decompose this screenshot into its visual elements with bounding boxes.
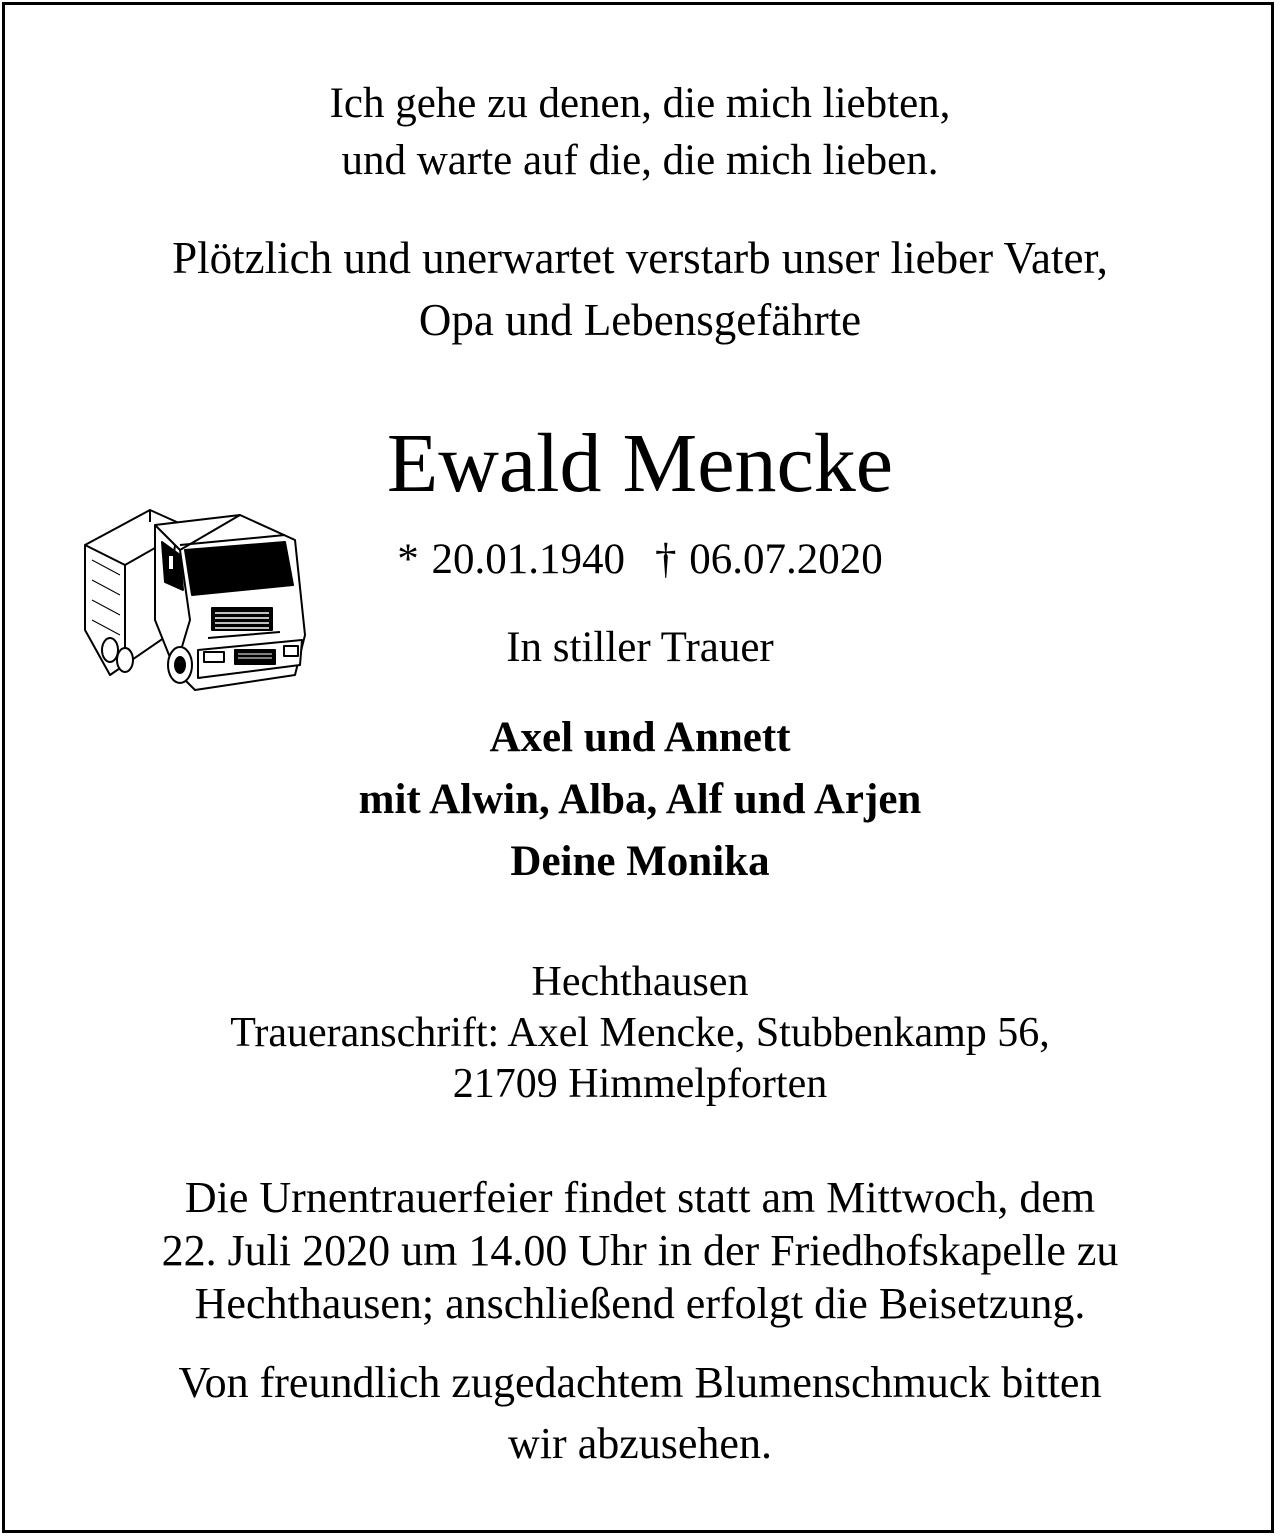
mourners-line-3: Deine Monika (510, 838, 770, 885)
death-date: † 06.07.2020 (655, 536, 883, 583)
ceremony-line-2: 22. Juli 2020 um 14.00 Uhr in der Friedhofskapelle zu (161, 1226, 1119, 1275)
address-line-1: Traueranschrift: Axel Mencke, Stubbenkamp 56, (230, 1010, 1050, 1056)
address-place: Hechthausen (531, 959, 749, 1005)
birth-date: * 20.01.1940 (397, 536, 625, 583)
intro-line-1: Plötzlich und unerwartet verstarb unser lieber Vater, (172, 233, 1108, 283)
mourners-line-1: Axel und Annett (489, 714, 791, 761)
ceremony-line-1: Die Urnentrauerfeier findet statt am Mittwoch, dem (184, 1173, 1096, 1222)
flowers-note-line-1: Von freundlich zugedachtem Blumenschmuck bitten (178, 1358, 1102, 1407)
mourners-line-2: mit Alwin, Alba, Alf und Arjen (358, 776, 922, 823)
intro-line-2: Opa und Lebensgefährte (418, 295, 862, 345)
ceremony-line-3: Hechthausen; anschließend erfolgt die Beisetzung. (194, 1279, 1086, 1328)
truck-icon (80, 500, 310, 705)
verse-line-1: Ich gehe zu denen, die mich liebten, (329, 80, 951, 127)
mourning-phrase: In stiller Trauer (506, 624, 774, 671)
flowers-note-line-2: wir abzusehen. (508, 1419, 772, 1468)
verse-line-2: und warte auf die, die mich lieben. (341, 137, 939, 184)
address-line-2: 21709 Himmelpforten (452, 1061, 828, 1107)
deceased-name: Ewald Mencke (386, 417, 894, 510)
